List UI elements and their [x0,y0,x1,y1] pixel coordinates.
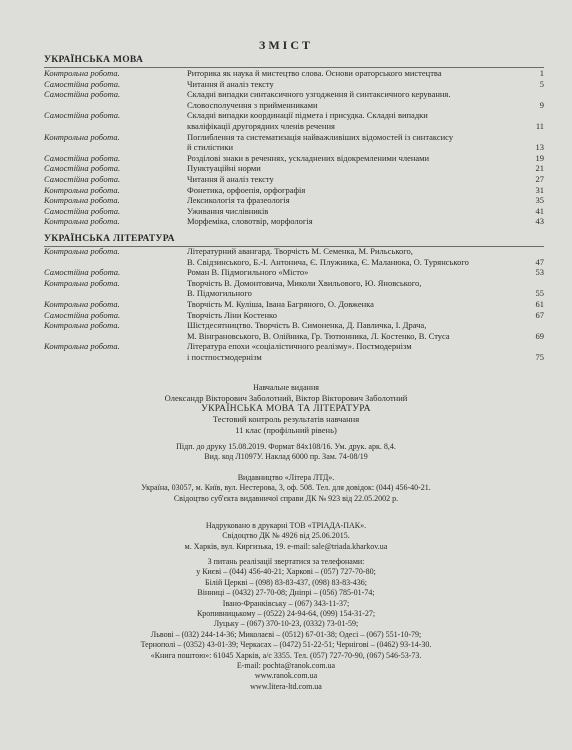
print-info-line: Вид. код Л1097У. Наклад 6000 пр. Зам. 74-08/19 [204,452,368,462]
entry-title: Творчість В. Домонтовича, Миколи Хвильового, Ю. Яновського, [187,277,422,288]
entry-page [522,320,544,331]
entry-title: Пунктуаційні норми [187,163,261,174]
entry-page [522,341,544,352]
entry-page: 9 [539,99,544,110]
publisher-line: Свідоцтво суб'єкта видавничої справи ДК № 923 від 22.05.2002 р. [173,493,399,503]
entry-title: Морфеміка, словотвір, морфологія [187,216,313,227]
toc-entry [44,163,544,174]
entry-title: Читання й аналіз тексту [187,78,274,89]
entry-type: Самостійна робота. [44,152,121,163]
toc-literature [44,246,544,363]
entry-type [44,288,187,299]
toc-entry [44,100,544,111]
entry-page: 53 [535,267,544,278]
contact-line: «Книга поштою»: 61045 Харків, а/с 3355. Тел. (057) 727-70-90, (067) 546-53-73. [150,650,422,660]
contact-line: Тернополі – (0352) 43-01-39; Черкасах – (0472) 51-22-51; Чернігові – (0462) 93-14-30. [140,640,432,650]
toc-entry [44,121,544,132]
toc-entry [44,110,544,121]
page-title: ЗМІСТ [259,38,313,52]
printing-line: Надруковано в друкарні ТОВ «ТРІАДА-ПАК». [205,521,367,530]
entry-title: Шістдесятництво. Творчість В. Симоненка, Д. Павличка, І. Драча, [187,320,427,331]
entry-page: 13 [535,142,544,153]
contact-line: www.ranok.com.ua [254,671,318,681]
entry-type: Контрольна робота. [44,184,120,195]
entry-title: Творчість М. Куліша, Івана Багряного, О. Довженка [187,298,374,309]
contact-line: З питань реалізації звертатися за телефонами: [207,557,365,566]
contact-line: Львові – (032) 244-14-36; Миколаєві – (0512) 67-01-38; Одесі – (067) 551-10-79; [150,629,422,639]
entry-title: Складні випадки синтаксичного узгодження й синтаксичного керування. [187,89,451,100]
entry-page: 61 [535,298,544,309]
entry-type [44,257,187,268]
entry-type: Самостійна робота. [44,89,121,100]
entry-title: В. Підмогильного [187,288,252,299]
contact-line: Білій Церкві – (098) 83-83-437, (098) 83-83-436; [204,577,368,587]
toc-entry [44,216,544,227]
toc-entry [44,320,544,331]
entry-page: 1 [539,68,544,78]
entry-title: Лексикологія та фразеологія [187,195,290,206]
entry-type: Контрольна робота. [44,131,120,142]
entry-title: Уживання числівників [187,205,269,216]
toc-entry [44,288,544,299]
entry-type [44,331,187,342]
entry-page: 69 [535,330,544,341]
entry-title: Поглиблення та систематизація найважливіших відомостей із синтаксису [187,131,454,142]
print-info [0,442,572,463]
imprint [0,383,572,435]
toc-entry [44,257,544,268]
entry-page: 19 [535,152,544,163]
entry-page: 5 [539,78,544,89]
entry-page: 27 [535,173,544,184]
entry-title: Фонетика, орфоепія, орфографія [187,184,306,195]
entry-page: 41 [535,205,544,216]
entry-title: кваліфікації другорядних членів речення [187,120,335,131]
toc-entry [44,267,544,278]
printing-info [0,521,572,552]
toc-entry [44,185,544,196]
publisher-info [0,473,572,504]
entry-type: Самостійна робота. [44,205,121,216]
entry-page: 35 [535,195,544,206]
toc-entry [44,68,544,79]
entry-title: й стилістики [187,142,234,153]
entry-type: Контрольна робота. [44,341,120,352]
printing-line: Свідоцтво ДК № 4926 від 25.06.2015. [222,531,350,541]
entry-type: Самостійна робота. [44,110,121,121]
printing-line: м. Харків, вул. Киргизька, 19. e-mail: sale@triada.kharkov.ua [184,541,388,551]
book-title: УКРАЇНСЬКА МОВА ТА ЛІТЕРАТУРА [201,403,371,414]
entry-title: Розділові знаки в реченнях, ускладнених відокремленими членами [187,152,430,163]
book-subtitle: Тестовий контроль результатів навчання [212,414,360,425]
entry-title: Літературний авангард. Творчість М. Семенка, М. Рильського, [187,246,413,256]
toc-entry [44,195,544,206]
toc-language [44,68,544,227]
print-info-line: Підп. до друку 15.08.2019. Формат 84х108/16. Ум. друк. арк. 8,4. [176,442,396,451]
toc-entry [44,89,544,100]
toc-entry [44,331,544,342]
toc-entry [44,310,544,321]
section-title-literature: УКРАЇНСЬКА ЛІТЕРАТУРА [44,234,175,244]
entry-title: Словосполучення з прийменниками [187,99,318,110]
contact-line: E-mail: pochta@ranok.com.ua [236,661,336,671]
entry-title: Риторика як наука й мистецтво слова. Основи ораторського мистецтва [187,68,442,78]
grade: 11 клас (профільний рівень) [235,424,337,435]
entry-page: 11 [535,120,544,131]
entry-page [522,246,544,257]
entry-type [44,121,187,132]
entry-title: Читання й аналіз тексту [187,173,274,184]
entry-type: Контрольна робота. [44,277,120,288]
entry-type [44,142,187,153]
entry-type: Контрольна робота. [44,320,120,331]
entry-type [44,100,187,111]
toc-entry [44,299,544,310]
entry-type: Самостійна робота. [44,173,121,184]
toc-entry [44,174,544,185]
entry-page: 47 [535,256,544,267]
toc-entry [44,153,544,164]
publisher-line: Україна, 03057, м. Київ, вул. Нестерова, 3, оф. 508. Тел. для довідок: (044) 456-40-21. [141,483,431,493]
contact-line: Івано-Франківську – (067) 343-11-37; [222,598,350,608]
entry-page: 67 [535,309,544,320]
entry-page: 21 [535,163,544,174]
entry-title: Складні випадки координації підмета і присудка. Складні випадки [187,110,428,121]
entry-title: Творчість Ліни Костенко [187,309,277,320]
publisher-line: Видавництво «Літера ЛТД». [237,473,335,482]
entry-type: Самостійна робота. [44,78,121,89]
toc-entry [44,341,544,352]
entry-title: і постпостмодернізм [187,351,262,362]
contact-line: у Києві – (044) 456-40-21; Харкові – (057) 727-70-80; [196,567,376,577]
contact-line: Луцьку – (067) 370-10-23, (0332) 73-01-59; [213,619,359,629]
authors: Олександр Вікторович Заболотний, Віктор Вікторович Заболотний [164,393,408,404]
contact-line: www.litera-ltd.com.ua [250,681,322,691]
entry-type: Самостійна робота. [44,309,121,320]
entry-type: Контрольна робота. [44,246,120,256]
entry-page [522,89,544,100]
entry-type: Самостійна робота. [44,267,121,278]
section-title-language: УКРАЇНСЬКА МОВА [44,55,144,65]
entry-page: 75 [535,351,544,362]
toc-entry [44,352,544,363]
entry-type: Контрольна робота. [44,68,120,78]
edition-type: Навчальне видання [253,383,319,392]
contact-line: Кропивницькому – (0522) 24-94-64, (099) 154-31-27; [196,609,376,619]
entry-type: Контрольна робота. [44,216,120,227]
contact-line: Вінниці – (0432) 27-70-08; Дніпрі – (056) 785-01-74; [197,588,375,598]
entry-page: 43 [535,216,544,227]
toc-entry [44,246,544,257]
entry-page: 55 [535,288,544,299]
toc-entry [44,79,544,90]
entry-title: В. Свідзинського, Б.-І. Антонича, Є. Плужника, Є. Маланюка, О. Турянського [187,256,469,267]
entry-page [522,132,544,143]
toc-entry [44,206,544,217]
entry-page [522,110,544,121]
entry-type: Контрольна робота. [44,298,120,309]
entry-type: Самостійна робота. [44,163,121,174]
entry-page: 31 [535,184,544,195]
entry-type: Контрольна робота. [44,195,120,206]
entry-title: М. Вінграновського, В. Олійника, Гр. Тютюнника, Л. Костенко, В. Стуса [187,330,450,341]
entry-title: Література епохи «соціалістичного реалізму». Постмодернізм [187,341,412,352]
toc-entry [44,142,544,153]
entry-type [44,352,187,363]
entry-title: Роман В. Підмогильного «Місто» [187,267,309,278]
toc-entry [44,278,544,289]
sales-contacts [0,557,572,692]
entry-page [522,278,544,289]
toc-entry [44,132,544,143]
